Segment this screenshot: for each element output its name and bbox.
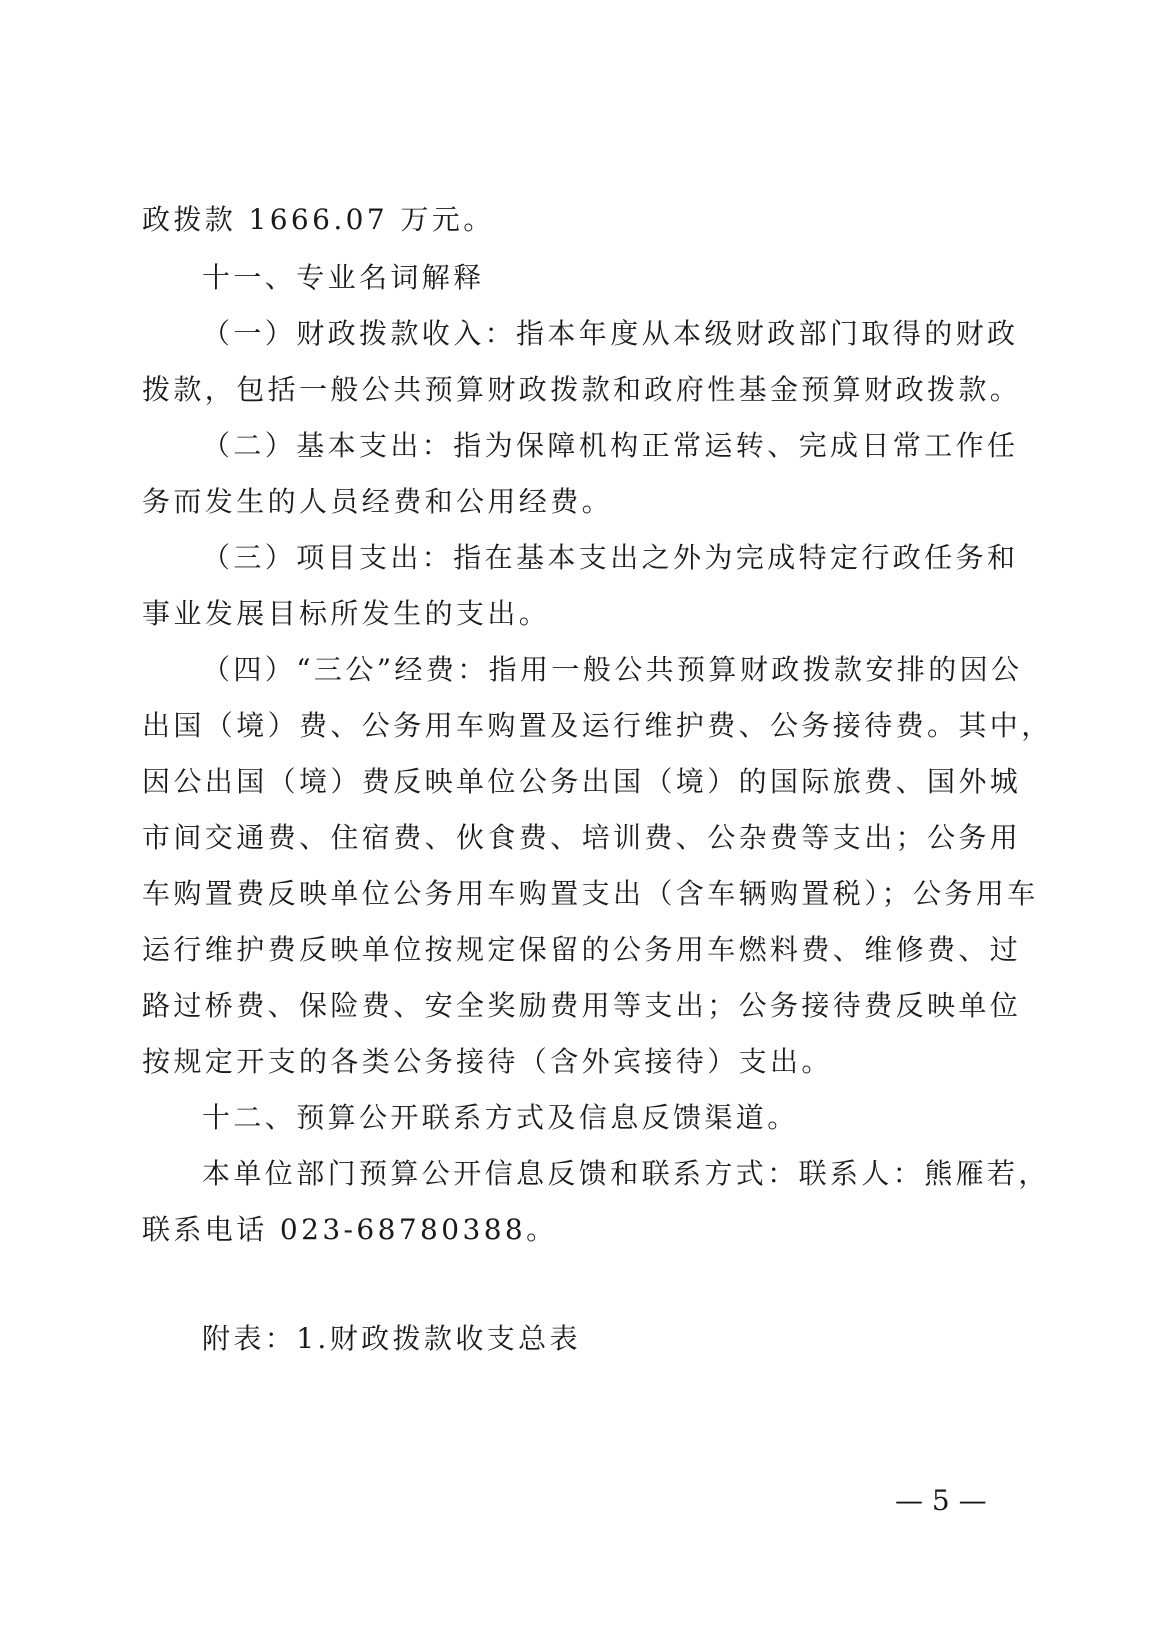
section-heading-contact: 十二、预算公开联系方式及信息反馈渠道。: [202, 1101, 799, 1134]
attachment-line: 附表：1.财政拨款收支总表: [202, 1322, 581, 1355]
paragraph-line: （三）项目支出：指在基本支出之外为完成特定行政任务和: [202, 541, 1019, 574]
paragraph-line: 拨款，包括一般公共预算财政拨款和政府性基金预算财政拨款。: [142, 373, 1022, 406]
paragraph-line: 运行维护费反映单位按规定保留的公务用车燃料费、维修费、过: [142, 933, 1022, 966]
paragraph-line: 车购置费反映单位公务用车购置支出（含车辆购置税）；公务用车: [142, 877, 1039, 910]
paragraph-line: 按规定开支的各类公务接待（含外宾接待）支出。: [142, 1045, 833, 1078]
paragraph-line: 市间交通费、住宿费、伙食费、培训费、公杂费等支出；公务用: [142, 821, 1022, 854]
paragraph-line: 本单位部门预算公开信息反馈和联系方式：联系人：熊雁若，: [202, 1157, 1050, 1190]
text-line-continuation: 政拨款 1666.07 万元。: [142, 203, 495, 236]
paragraph-line: 事业发展目标所发生的支出。: [142, 597, 551, 630]
paragraph-line: 出国（境）费、公务用车购置及运行维护费、公务接待费。其中，: [142, 709, 1053, 742]
paragraph-line: 路过桥费、保险费、安全奖励费用等支出；公务接待费反映单位: [142, 989, 1022, 1022]
paragraph-line: （二）基本支出：指为保障机构正常运转、完成日常工作任: [202, 429, 1019, 462]
paragraph-line: 因公出国（境）费反映单位公务出国（境）的国际旅费、国外城: [142, 765, 1022, 798]
paragraph-line: （四）“三公”经费：指用一般公共预算财政拨款安排的因公: [202, 653, 1023, 686]
section-heading-terms: 十一、专业名词解释: [202, 261, 485, 294]
paragraph-line: 务而发生的人员经费和公用经费。: [142, 485, 614, 518]
paragraph-line: （一）财政拨款收入：指本年度从本级财政部门取得的财政: [202, 317, 1019, 350]
paragraph-line: 联系电话 023-68780388。: [142, 1213, 558, 1246]
page-number: — 5 —: [895, 1484, 987, 1517]
